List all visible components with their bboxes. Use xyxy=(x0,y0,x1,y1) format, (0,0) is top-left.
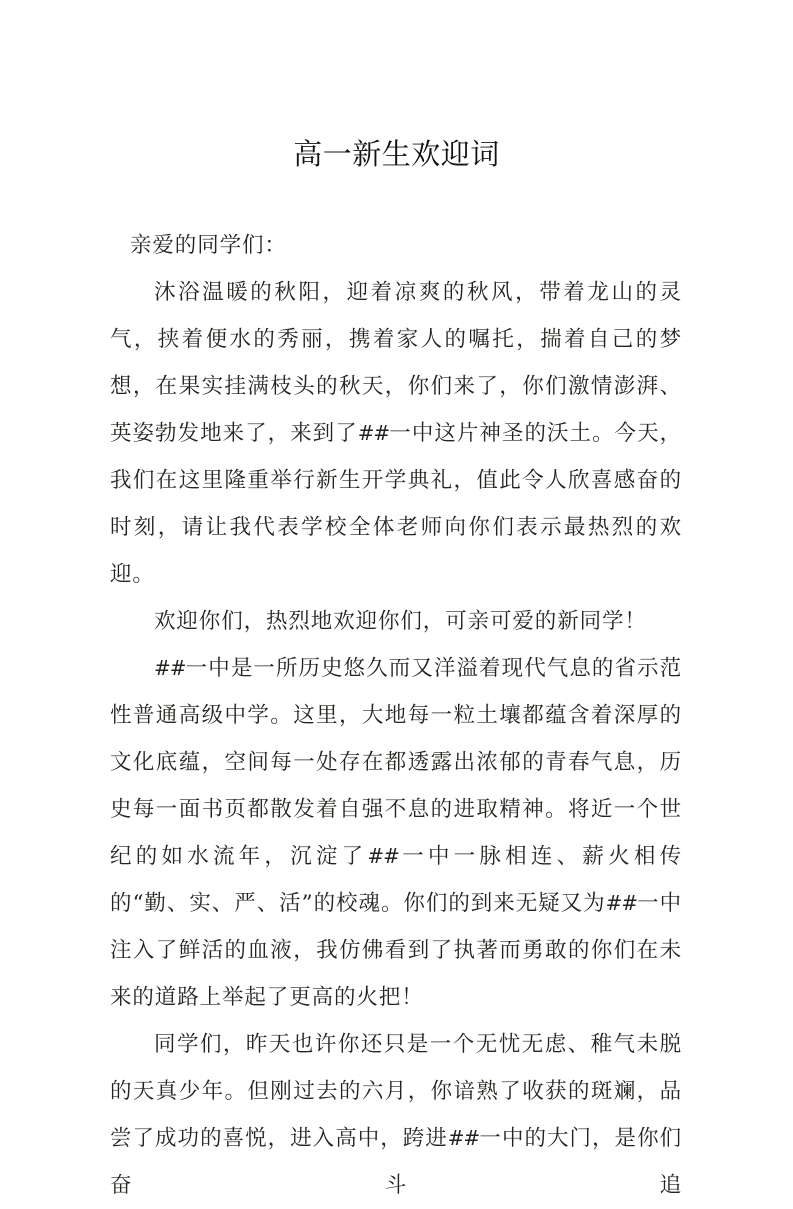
redaction-marker: ## xyxy=(605,891,638,915)
body-paragraph-3: ##一中是一所历史悠久而又洋溢着现代气息的省示范性普通高级中学。这里，大地每一粒土壤都蕴含着深厚的文化底蕴，空间每一处存在都透露出浓郁的青春气息，历史每一面书页都散发着自强不息的进取精神。将近一个世纪的如水流年，沉淀了##一中一脉相连、薪火相传的“勤、实、严、活”的校魂。你们的到来无疑又为##一中注入了鲜活的血液，我仿佛看到了执著而勇敢的你们在未来的道路上举起了更高的火把！ xyxy=(110,656,682,1010)
body-paragraph-4: 同学们，昨天也许你还只是一个无忧无虑、稚气未脱的天真少年。但刚过去的六月，你谙熟了收获的斑斓，品尝了成功的喜悦，进入高中，跨进##一中的大门，是你们奋斗追 xyxy=(110,1032,682,1198)
redaction-marker: ## xyxy=(154,656,186,680)
body-paragraph-2: 欢迎你们，热烈地欢迎你们，可亲可爱的新同学！ xyxy=(154,609,647,634)
redaction-marker: ## xyxy=(357,421,390,445)
redaction-marker: ## xyxy=(447,1126,480,1150)
redaction-marker: ## xyxy=(367,844,399,868)
page-title: 高一新生欢迎词 xyxy=(293,137,500,171)
body-paragraph-1: 沐浴温暖的秋阳，迎着凉爽的秋风，带着龙山的灵气，挟着便水的秀丽，携着家人的嘱托，揣着自己的梦想，在果实挂满枝头的秋天，你们来了，你们激情澎湃、英姿勃发地来了，来到了##一中这片神圣的沃土。今天，我们在这里隆重举行新生开学典礼，值此令人欣喜感奋的时刻，请让我代表学校全体老师向你们表示最热烈的欢迎。 xyxy=(110,280,682,587)
salutation-line: 亲爱的同学们： xyxy=(130,233,287,258)
document-body xyxy=(110,222,682,1209)
